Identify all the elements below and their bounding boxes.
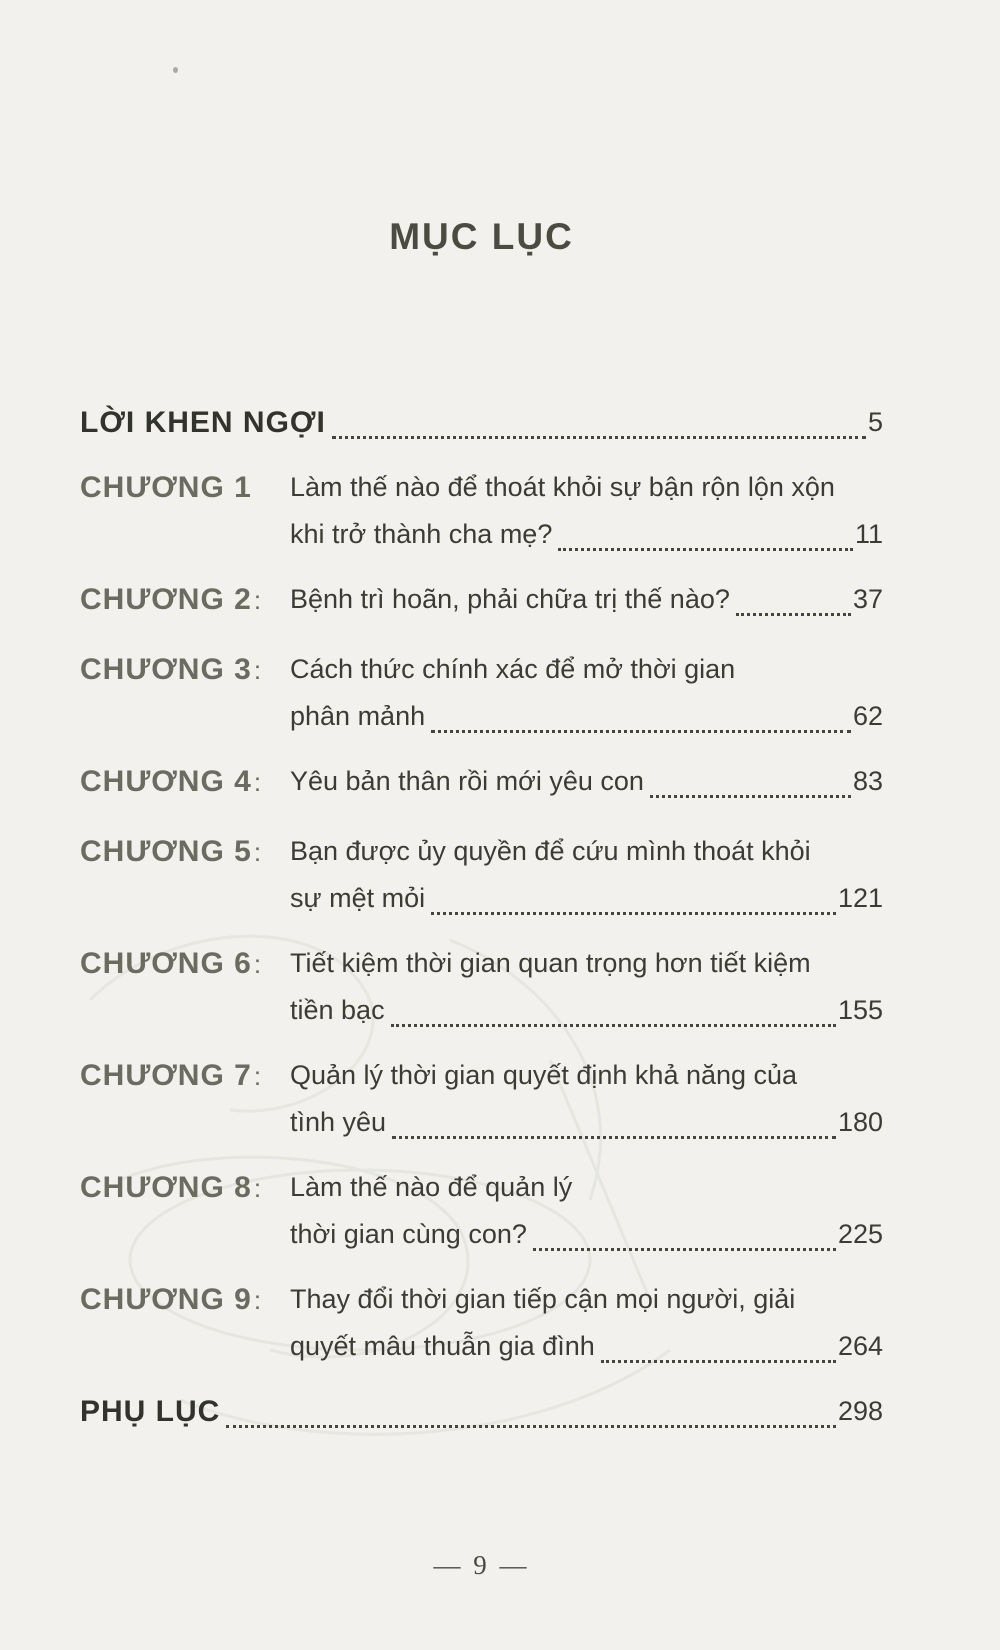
chapter-label-colon: :	[253, 1061, 262, 1091]
chapter-label: CHƯƠNG 5	[80, 835, 252, 868]
chapter-title-text: phân mảnh	[290, 701, 426, 731]
chapter-title-text: Cách thức chính xác để mở thời gian	[290, 654, 736, 684]
chapter-title-column	[290, 576, 883, 628]
toc-entry-chapter-8	[80, 1164, 883, 1258]
chapter-label: CHƯƠNG 9	[80, 1283, 252, 1316]
chapter-label: CHƯƠNG 1	[80, 471, 252, 504]
chapter-label-column	[80, 758, 290, 810]
toc-entry-chapter-7	[80, 1052, 883, 1146]
chapter-label-column	[80, 1276, 290, 1370]
toc-entry-label: PHỤ LỤC	[80, 1395, 221, 1428]
chapter-title-column	[290, 1164, 883, 1258]
chapter-label: CHƯƠNG 2	[80, 583, 252, 616]
page-number-footer: — 9 —	[433, 1550, 530, 1580]
scan-speck	[173, 67, 178, 73]
chapter-label-colon: :	[253, 655, 262, 685]
chapter-title-text: Yêu bản thân rồi mới yêu con	[290, 766, 644, 796]
chapter-label-column	[80, 828, 290, 922]
dotted-leader	[650, 758, 851, 798]
chapter-title-line	[290, 464, 883, 511]
chapter-title-text: Bạn được ủy quyền để cứu mình thoát khỏi	[290, 836, 811, 866]
chapter-title-column	[290, 1052, 883, 1146]
dotted-leader	[601, 1323, 836, 1363]
chapter-title-line	[290, 987, 883, 1034]
chapter-title-text: tình yêu	[290, 1107, 387, 1137]
chapter-title-line	[290, 1164, 883, 1211]
chapter-label-column	[80, 646, 290, 740]
table-of-contents	[80, 399, 883, 1435]
chapter-label-colon: :	[253, 585, 262, 615]
chapter-title-line	[290, 1211, 883, 1258]
dotted-leader	[392, 1099, 836, 1139]
toc-entry-chapter-4	[80, 758, 883, 810]
chapter-title-line	[290, 693, 883, 740]
chapter-label-colon: :	[253, 949, 262, 979]
chapter-label: CHƯƠNG 3	[80, 653, 252, 686]
toc-page-number: 264	[837, 1331, 883, 1361]
dotted-leader	[431, 875, 836, 915]
toc-page-number: 298	[837, 1396, 883, 1426]
dotted-leader	[736, 576, 851, 616]
dotted-leader	[391, 987, 836, 1027]
dotted-leader	[226, 1388, 836, 1428]
chapter-title-column	[290, 646, 883, 740]
chapter-title-line	[290, 758, 883, 805]
dotted-leader	[558, 511, 853, 551]
toc-page-number: 225	[837, 1219, 883, 1249]
chapter-title-column	[290, 758, 883, 810]
chapter-title-line	[290, 875, 883, 922]
toc-entry-chapter-3	[80, 646, 883, 740]
chapter-label-colon: :	[253, 1173, 262, 1203]
chapter-label-column	[80, 1164, 290, 1258]
toc-page-number: 121	[837, 883, 883, 913]
toc-page-number: 155	[837, 995, 883, 1025]
toc-page-number: 62	[852, 701, 883, 731]
chapter-title-column	[290, 464, 883, 558]
chapter-label-colon: :	[253, 767, 262, 797]
chapter-title-text: khi trở thành cha mẹ?	[290, 519, 553, 549]
toc-entry-praise	[80, 399, 883, 446]
chapter-title-line	[290, 940, 883, 987]
chapter-title-text: Làm thế nào để quản lý	[290, 1172, 573, 1202]
chapter-title-line	[290, 1276, 883, 1323]
toc-page-number: 180	[837, 1107, 883, 1137]
chapter-title-text: Thay đổi thời gian tiếp cận mọi người, giải	[290, 1284, 796, 1314]
chapter-title-text: quyết mâu thuẫn gia đình	[290, 1331, 595, 1361]
toc-page-number: 37	[852, 584, 883, 614]
toc-entry-chapter-6	[80, 940, 883, 1034]
chapter-title-line	[290, 1052, 883, 1099]
chapter-title-column	[290, 828, 883, 922]
chapter-label-column	[80, 464, 290, 558]
chapter-title-text: Tiết kiệm thời gian quan trọng hơn tiết kiệm	[290, 948, 811, 978]
chapter-label-colon	[252, 473, 254, 503]
chapter-label: CHƯƠNG 7	[80, 1059, 252, 1092]
chapter-title-text: Bệnh trì hoãn, phải chữa trị thế nào?	[290, 584, 730, 614]
chapter-title-line	[290, 828, 883, 875]
page-title: MỤC LỤC	[389, 216, 574, 257]
chapter-title-text: thời gian cùng con?	[290, 1219, 527, 1249]
toc-entry-chapter-2	[80, 576, 883, 628]
chapter-title-line	[290, 1099, 883, 1146]
chapter-label-colon: :	[253, 1285, 262, 1315]
chapter-title-column	[290, 1276, 883, 1370]
chapter-title-line	[290, 1323, 883, 1370]
dotted-leader	[332, 399, 866, 439]
toc-entry-chapter-1	[80, 464, 883, 558]
chapter-label: CHƯƠNG 6	[80, 947, 252, 980]
toc-page-number: 11	[854, 519, 883, 549]
chapter-title-text: Quản lý thời gian quyết định khả năng của	[290, 1060, 798, 1090]
chapter-title-text: sự mệt mỏi	[290, 883, 426, 913]
chapter-label: CHƯƠNG 4	[80, 765, 252, 798]
chapter-title-column	[290, 940, 883, 1034]
toc-entry-chapter-5	[80, 828, 883, 922]
chapter-title-line	[290, 511, 883, 558]
toc-entry-chapter-9	[80, 1276, 883, 1370]
chapter-label-column	[80, 940, 290, 1034]
chapter-title-line	[290, 576, 883, 623]
chapter-label-colon: :	[253, 837, 262, 867]
chapter-label-column	[80, 576, 290, 628]
dotted-leader	[431, 693, 851, 733]
toc-entry-appendix	[80, 1388, 883, 1435]
toc-page-number: 5	[867, 407, 883, 437]
chapter-title-text: tiền bạc	[290, 995, 385, 1025]
toc-entry-label: LỜI KHEN NGỢI	[80, 406, 326, 439]
chapter-title-text: Làm thế nào để thoát khỏi sự bận rộn lộn xộn	[290, 472, 835, 502]
chapter-title-line	[290, 646, 883, 693]
dotted-leader	[533, 1211, 836, 1251]
chapter-label-column	[80, 1052, 290, 1146]
toc-page-number: 83	[852, 766, 883, 796]
chapter-label: CHƯƠNG 8	[80, 1171, 252, 1204]
